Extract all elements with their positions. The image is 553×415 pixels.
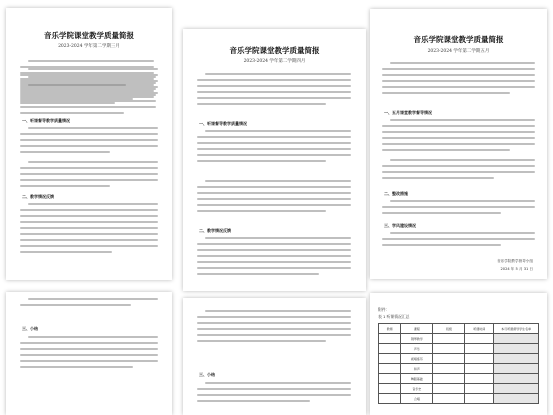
body-text — [370, 9, 547, 279]
section-heading: 三、小结 — [22, 326, 38, 331]
text-line — [20, 233, 158, 235]
table-cell — [433, 334, 465, 344]
table-cell: 视唱练耳 — [401, 354, 433, 364]
text-line — [390, 232, 535, 234]
attendance-table — [378, 323, 539, 404]
text-line — [20, 342, 158, 344]
text-line — [20, 239, 158, 241]
table-header-cell: 课程 — [401, 324, 433, 334]
text-line — [197, 243, 351, 245]
table-cell: 音乐史 — [401, 384, 433, 394]
table-cell — [494, 334, 539, 344]
table-header-cell: 班级 — [433, 324, 465, 334]
text-line — [197, 388, 351, 390]
table-cell — [379, 344, 401, 354]
table-cell — [379, 354, 401, 364]
page-subtitle: 2023-2024 学年第二学期三月 — [58, 44, 120, 49]
attachment-caption: 附件： — [378, 307, 390, 312]
signature-org: 音乐学院教学督导小组 — [497, 259, 533, 263]
table-header-cell: 听课时间 — [465, 324, 494, 334]
table-row — [379, 374, 539, 384]
table-cell — [465, 354, 494, 364]
body-text — [6, 292, 172, 415]
table-row — [379, 364, 539, 374]
text-line — [197, 273, 319, 275]
table-cell — [433, 344, 465, 354]
page-title: 音乐学院课堂教学质量简报 — [229, 46, 320, 55]
page-subtitle: 2023-2024 学年第二学期五月 — [427, 49, 490, 54]
table-header-cell: 教师 — [379, 324, 401, 334]
document-page-1 — [6, 8, 172, 280]
table-cell — [465, 344, 494, 354]
table-cell — [465, 334, 494, 344]
body-text — [6, 8, 172, 280]
table-cell — [465, 364, 494, 374]
table-cell — [494, 394, 539, 404]
text-line — [197, 255, 351, 257]
table-row — [379, 344, 539, 354]
text-line — [20, 209, 158, 211]
table-cell — [379, 394, 401, 404]
section-heading: 二、教学情况反馈 — [199, 228, 231, 233]
section-heading: 一、听课督导教学质量情况 — [22, 118, 70, 123]
table-cell — [379, 334, 401, 344]
table-cell — [494, 364, 539, 374]
table-cell — [379, 364, 401, 374]
text-line — [20, 221, 158, 223]
page-title: 音乐学院课堂教学质量简报 — [44, 31, 134, 40]
section-heading: 二、教学情况反馈 — [22, 194, 54, 199]
table-row — [379, 334, 539, 344]
text-line — [20, 366, 133, 368]
table-cell — [433, 384, 465, 394]
text-line — [197, 394, 351, 396]
table-cell — [465, 384, 494, 394]
table-cell — [433, 394, 465, 404]
section-heading: 三、小结 — [199, 372, 215, 377]
table-cell — [494, 354, 539, 364]
table-cell — [379, 374, 401, 384]
text-line — [20, 215, 158, 217]
document-page-2 — [183, 29, 366, 291]
table-row — [379, 394, 539, 404]
text-line — [20, 251, 112, 253]
table-header-row — [379, 324, 539, 334]
text-line — [197, 261, 351, 263]
text-line — [205, 237, 351, 239]
text-line — [382, 244, 501, 246]
page-title: 音乐学院课堂教学质量简报 — [413, 35, 504, 44]
text-line — [28, 336, 158, 338]
table-cell — [433, 364, 465, 374]
document-page-3 — [370, 9, 547, 279]
table-cell — [433, 374, 465, 384]
page-subtitle: 2023-2024 学年第二学期四月 — [243, 59, 306, 64]
text-line — [20, 245, 158, 247]
table-title: 表 1 听课情况汇总 — [378, 314, 410, 319]
text-line — [197, 267, 351, 269]
body-text — [183, 29, 366, 291]
document-page-5 — [183, 298, 366, 415]
text-line — [20, 227, 158, 229]
section-heading: 三、学风建设情况 — [384, 223, 416, 228]
table-cell: 和声 — [401, 364, 433, 374]
table-cell — [433, 354, 465, 364]
table-cell — [465, 394, 494, 404]
body-text — [183, 298, 366, 415]
text-line — [205, 382, 351, 384]
section-heading: 一、五月课堂教学督导情况 — [384, 110, 432, 115]
table-cell: 声乐 — [401, 344, 433, 354]
table-cell — [465, 374, 494, 384]
document-page-6 — [370, 293, 547, 415]
text-line — [197, 249, 351, 251]
section-heading: 一、听课督导教学质量情况 — [199, 121, 247, 126]
section-heading: 二、整改措施 — [384, 191, 408, 196]
text-line — [197, 400, 310, 402]
table-row — [379, 354, 539, 364]
table-cell: 合唱 — [401, 394, 433, 404]
text-line — [382, 238, 535, 240]
text-line — [20, 360, 158, 362]
table-cell — [494, 374, 539, 384]
table-cell: 舞蹈基础 — [401, 374, 433, 384]
document-page-4 — [6, 292, 172, 415]
table-row — [379, 384, 539, 394]
signature-date: 2024 年 5 月 31 日 — [500, 267, 533, 271]
table-cell — [494, 384, 539, 394]
text-line — [20, 348, 158, 350]
table-header-cell: 本月听课督导学生名单 — [494, 324, 539, 334]
table-cell: 钢琴教学 — [401, 334, 433, 344]
table-cell — [494, 344, 539, 354]
table-cell — [379, 384, 401, 394]
text-line — [20, 354, 158, 356]
text-line — [28, 203, 158, 205]
